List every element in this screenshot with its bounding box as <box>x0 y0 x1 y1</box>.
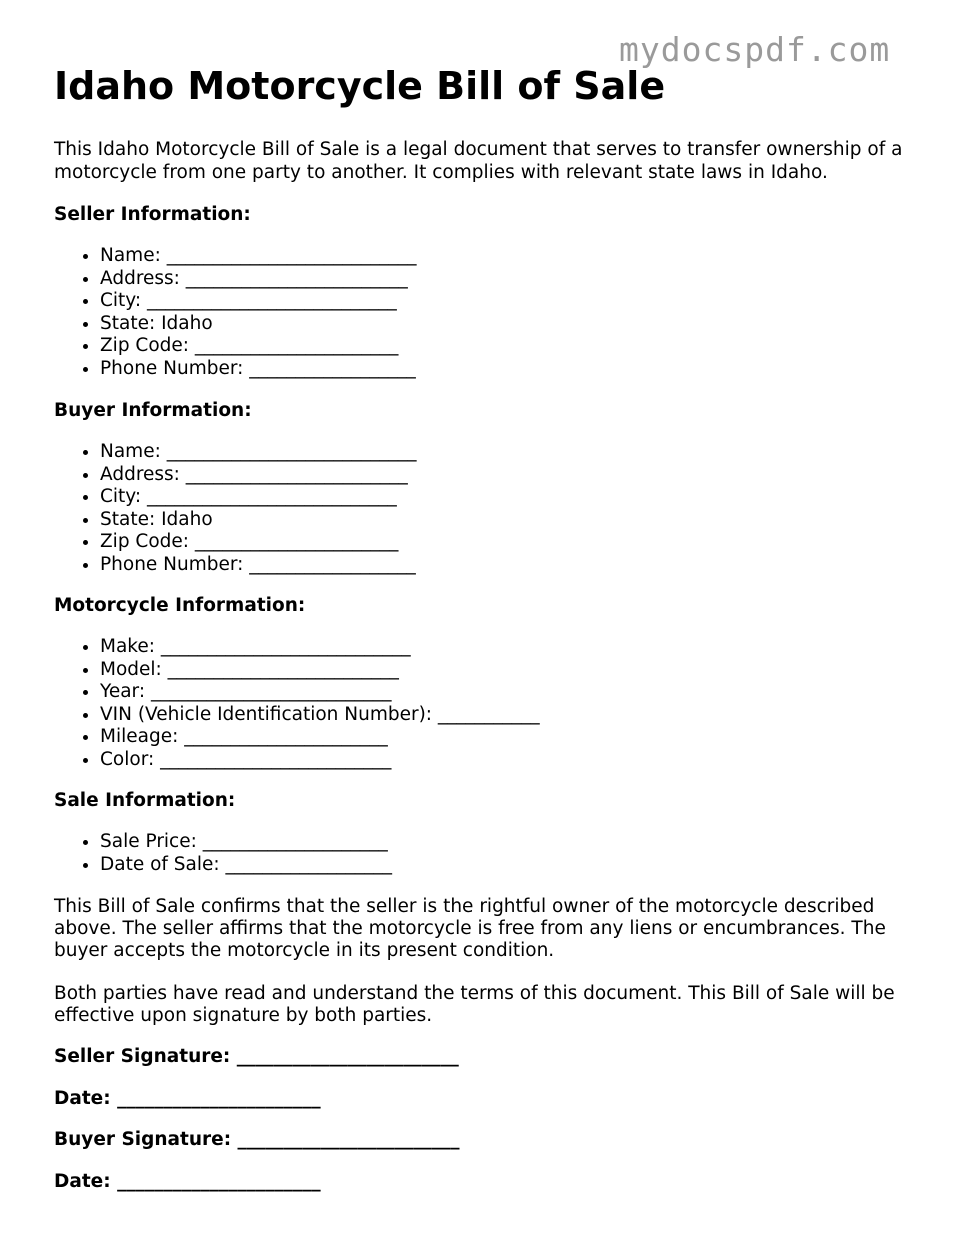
seller-state-field: • State: Idaho <box>100 313 416 336</box>
year-field[interactable]: • Year: __________________________ <box>100 681 540 704</box>
seller-address-field[interactable]: • Address: ________________________ <box>100 268 416 291</box>
motorcycle-fields-list <box>54 636 540 771</box>
sale-price-field[interactable]: • Sale Price: ____________________ <box>100 831 392 854</box>
model-field[interactable]: • Model: _________________________ <box>100 659 540 682</box>
color-field[interactable]: • Color: _________________________ <box>100 749 540 772</box>
vin-field[interactable]: • VIN (Vehicle Identification Number): ___________ <box>100 704 540 727</box>
seller-signature-line[interactable]: Seller Signature: ________________________ <box>54 1046 459 1067</box>
buyer-fields-list <box>54 441 416 576</box>
mileage-field[interactable]: • Mileage: ______________________ <box>100 726 540 749</box>
sale-fields-list <box>54 831 392 876</box>
buyer-date-line[interactable]: Date: ______________________ <box>54 1171 321 1192</box>
seller-phone-field[interactable]: • Phone Number: __________________ <box>100 358 416 381</box>
seller-name-field[interactable]: • Name: ___________________________ <box>100 245 416 268</box>
sale-heading: Sale Information: <box>54 790 236 811</box>
buyer-city-field[interactable]: • City: ___________________________ <box>100 486 416 509</box>
buyer-name-field[interactable]: • Name: ___________________________ <box>100 441 416 464</box>
buyer-state-field: • State: Idaho <box>100 509 416 532</box>
buyer-phone-field[interactable]: • Phone Number: __________________ <box>100 554 416 577</box>
make-field[interactable]: • Make: ___________________________ <box>100 636 540 659</box>
buyer-zip-field[interactable]: • Zip Code: ______________________ <box>100 531 416 554</box>
buyer-signature-line[interactable]: Buyer Signature: ________________________ <box>54 1129 460 1150</box>
page-title: Idaho Motorcycle Bill of Sale <box>54 64 666 108</box>
seller-date-line[interactable]: Date: ______________________ <box>54 1088 321 1109</box>
seller-fields-list <box>54 245 416 380</box>
intro-paragraph: This Idaho Motorcycle Bill of Sale is a legal document that serves to transfer ownership of a motorcycle from one party to another. It complies with relevant state laws in Idaho. <box>54 139 903 183</box>
ownership-paragraph: This Bill of Sale confirms that the seller is the rightful owner of the motorcycle described above. The seller affirms that the motorcycle is free from any liens or encumbrances. The buyer accepts the motorcycle in its present condition. <box>54 896 886 961</box>
seller-heading: Seller Information: <box>54 204 251 225</box>
seller-city-field[interactable]: • City: ___________________________ <box>100 290 416 313</box>
buyer-address-field[interactable]: • Address: ________________________ <box>100 464 416 487</box>
sale-date-field[interactable]: • Date of Sale: __________________ <box>100 854 392 877</box>
seller-zip-field[interactable]: • Zip Code: ______________________ <box>100 335 416 358</box>
agreement-paragraph: Both parties have read and understand the terms of this document. This Bill of Sale will be effective upon signature by both parties. <box>54 983 895 1026</box>
watermark: mydocspdf.com <box>619 30 891 69</box>
motorcycle-heading: Motorcycle Information: <box>54 595 306 616</box>
buyer-heading: Buyer Information: <box>54 400 252 421</box>
